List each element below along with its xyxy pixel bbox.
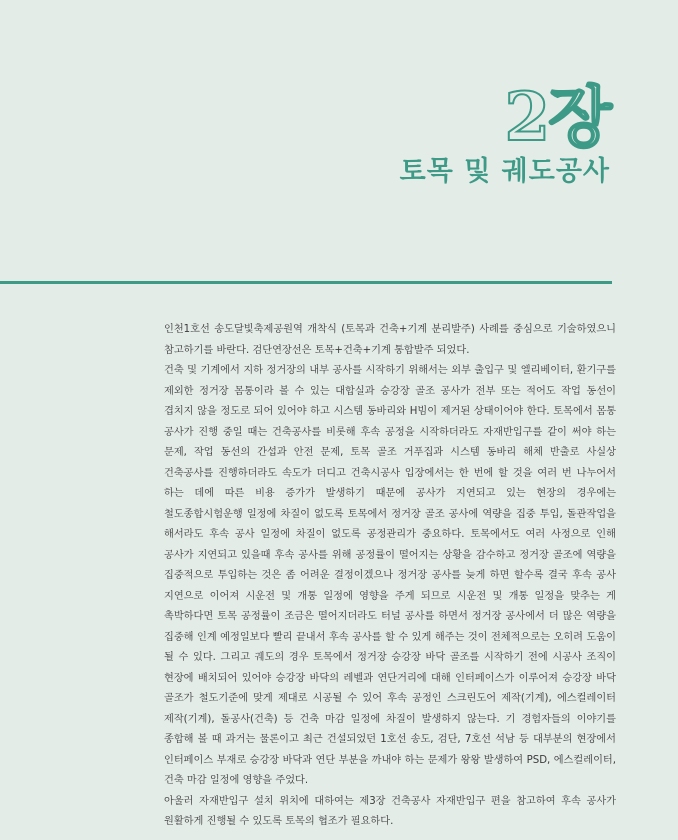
body-paragraph: 아울러 자재반입구 설치 위치에 대하여는 제3장 건축공사 자재반입구 편을 참고하여 후속 공사가 원활하게 진행될 수 있도록 토목의 협조가 필요하다.: [164, 795, 616, 827]
chapter-divider: [0, 281, 612, 284]
chapter-number: 2장: [504, 78, 610, 156]
body-paragraph: 건축 및 기계에서 지하 정거장의 내부 공사를 시작하기 위해서는 외부 출입구 및 엘리베이터, 환기구를 제외한 정거장 몸통이라 볼 수 있는 대합실과 승강장 골조 공사가 전부 또는 적어도 작업 동선이 겹치지 않을 정도로 되어 있어야 하고 시스템 동바리와 H빔이 제거된 상태이어야 한다. 토목에서 몸통 공사가 진행 중일 때는 건축공사를 비롯해 후속 공정을 시작하더라도 자재반입구를 같이 써야 하는 문제, 작업 동선의 간섭과 안전 문제, 토목 골조 거푸집과 시스템 동바리 해체 반출로 사실상 건축공사를 진행하더라도 속도가 더디고 건축시공사 입장에서는 한 번에 할 것을 여러 번 나누어서 하는 데에 따른 비용 증가가 발생하기 때문에 공사가 지연되고 있는 현장의 경우에는 철도종합시험운행 일정에 차질이 없도록 토목에서 정거장 골조 공사에 역량을 집중 투입, 돌관작업을 해서라도 후속 공사 일정에 차질이 없도록 공정관리가 중요하다. 토목에서도 여러 사정으로 인해 공사가 지연되고 있을때 후속 공사를 위해 공정률이 떨어지는 상황을 감수하고 정거장 골조에 역량을 집중적으로 투입하는 것은 좀 어려운 결정이겠으나 정거장 공사를 늦게 하면 할수록 결국 후속 공사 지연으로 이어져 시운전 및 개통 일정에 영향을 주게 되므로 시운전 및 개통 일정을 맞추는 게 촉박하다면 토목 공정률이 조금은 떨어지더라도 터널 공사를 하면서 정거장 공사에서 더 많은 역량을 집중해 인계 예정일보다 빨리 끝내서 후속 공사를 할 수 있게 해주는 것이 전체적으로는 오히려 도움이 될 수 있다. 그리고 궤도의 경우 토목에서 정거장 승강장 바닥 골조를 시작하기 전에 시공사 조직이 현장에 배치되어 있어야 승강장 바닥의 레벨과 연단거리에 대해 인터페이스가 이루어져 승강장 바닥 골조가 철도기준에 맞게 제대로 시공될 수 있어 후속 공정인 스크린도어 제작(기계), 에스컬레이터 제작(기계), 돌공사(건축) 등 건축 마감 일정에 차질이 발생하지 않는다. 기 경험자들의 이야기를 종합해 볼 때 과거는 물론이고 최근 건설되었던 1호선 송도, 검단, 7호선 석남 등 대부분의 현장에서 인터페이스 부재로 승강장 바닥과 연단 부분을 까내야 하는 문제가 왕왕 발생하여 PSD, 에스컬레이터, 건축 마감 일정에 영향을 주었다.: [164, 365, 616, 786]
body-text: [164, 320, 616, 833]
chapter-title: 토목 및 궤도공사: [399, 156, 610, 187]
body-paragraph: 인천1호선 송도달빛축제공원역 개착식 (토목과 건축+기계 분리발주) 사례를 중심으로 기술하였으니 참고하기를 바란다. 검단연장선은 토목+건축+기계 통합발주 되었다.: [164, 324, 616, 356]
